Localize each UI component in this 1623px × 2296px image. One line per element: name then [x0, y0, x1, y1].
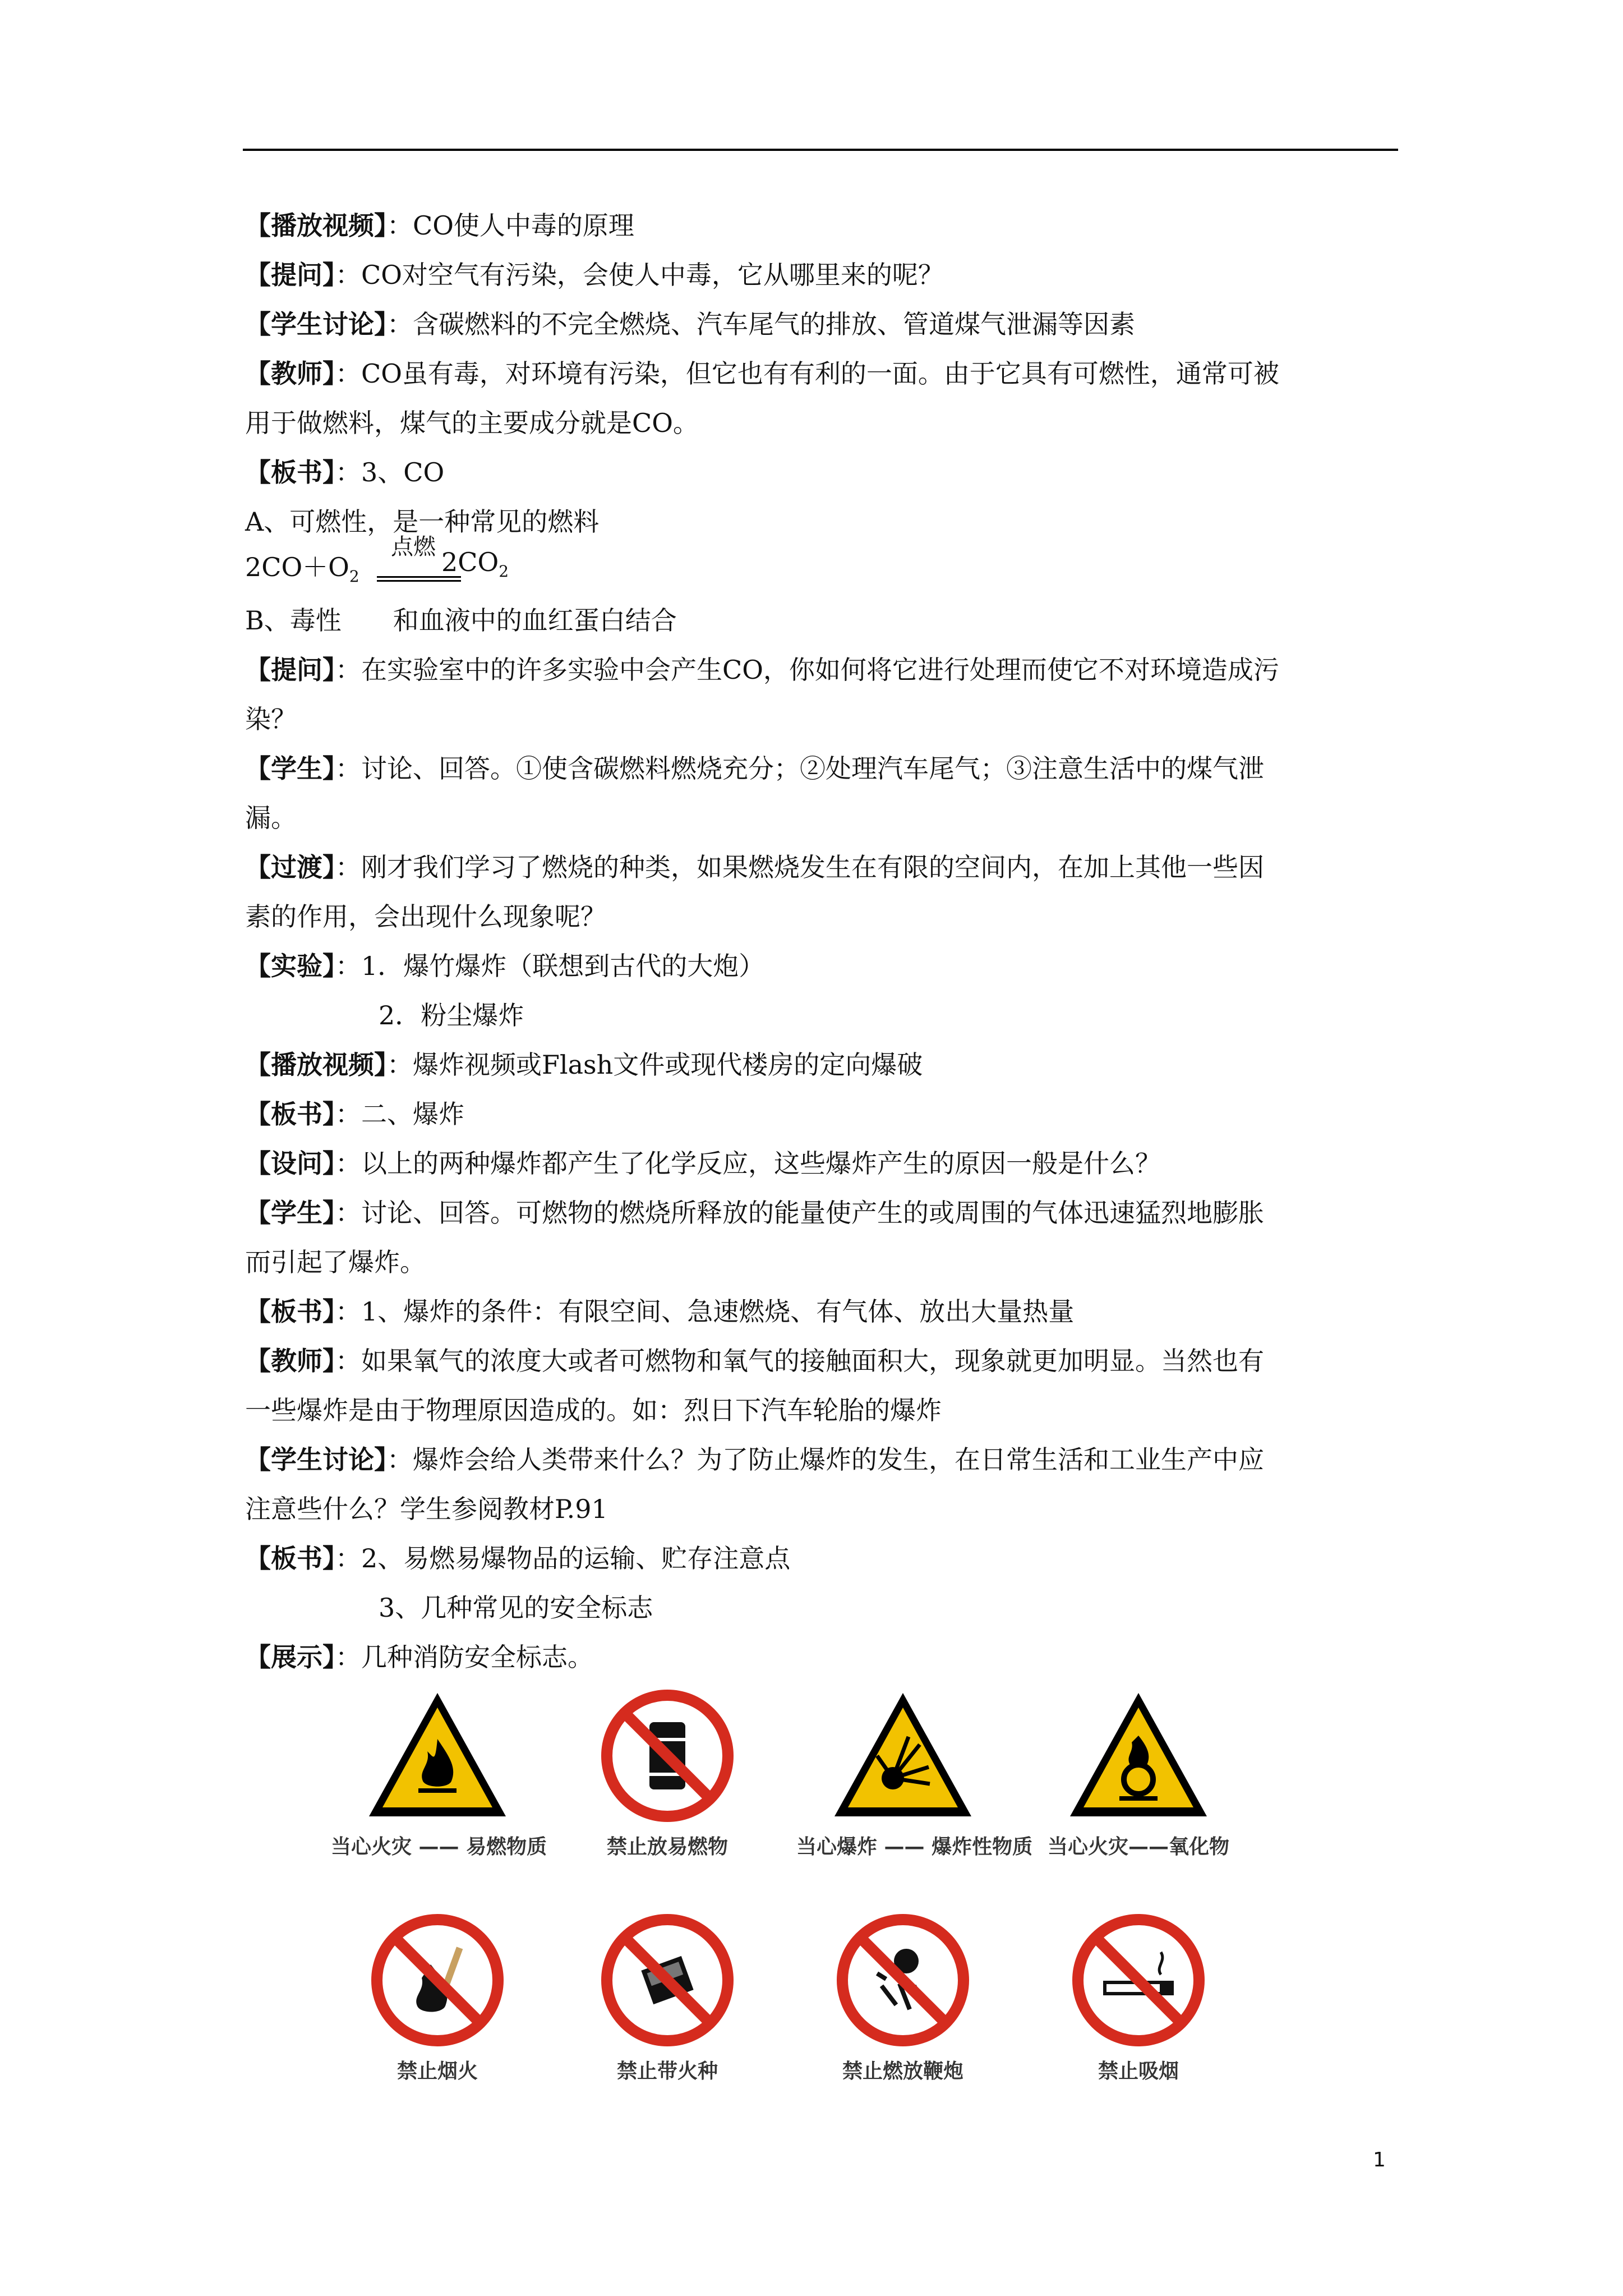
text-line: 而引起了爆炸。: [245, 1247, 426, 1277]
chemical-equation: [245, 534, 509, 586]
sign-no-smoking: [1032, 1913, 1245, 2084]
text-line: 【实验】：1．爆竹爆炸（联想到古代的大炮）: [245, 951, 765, 981]
sign-caption: 当心爆炸 —— 爆炸性物质: [796, 1835, 1033, 1858]
text-line: 漏。: [245, 803, 297, 833]
text-line: 【播放视频】：爆炸视频或Flash文件或现代楼房的定向爆破: [245, 1050, 923, 1080]
text-line: 【提问】：在实验室中的许多实验中会产生CO，你如何将它进行处理而使它不对环境造成污: [245, 655, 1279, 685]
text-line: 注意些什么？学生参阅教材P.91: [245, 1494, 608, 1524]
equation-right-subscript: 2: [499, 562, 509, 581]
text-line: 【学生】：讨论、回答。可燃物的燃烧所释放的能量使产生的或周围的气体迅速猛烈地膨胀: [245, 1198, 1264, 1228]
oxidizer-warning-icon: [1066, 1688, 1211, 1823]
no-flammables-icon: [594, 1688, 740, 1823]
text-line: 3、几种常见的安全标志: [379, 1593, 653, 1623]
sign-caption: 禁止放易燃物: [606, 1835, 728, 1858]
sign-caption: 禁止燃放鞭炮: [842, 2060, 963, 2083]
no-firecrackers-icon: [830, 1913, 976, 2047]
text-line: 【学生讨论】：爆炸会给人类带来什么？为了防止爆炸的发生，在日常生活和工业生产中应: [245, 1444, 1264, 1475]
text-line: 染？: [245, 704, 297, 734]
text-line: 素的作用，会出现什么现象呢？: [245, 901, 606, 932]
text-line: B、毒性 和血液中的血红蛋白结合: [245, 605, 677, 636]
text-line: 【板书】：二、爆炸: [245, 1099, 464, 1129]
text-line: 【板书】：1、爆炸的条件：有限空间、急速燃烧、有气体、放出大量热量: [245, 1296, 1075, 1327]
equation-condition: 点燃: [391, 534, 436, 560]
flammable-warning-icon: [365, 1688, 510, 1823]
sign-no-lighter: [561, 1913, 774, 2084]
text-line: 【过渡】：刚才我们学习了燃烧的种类，如果燃烧发生在有限的空间内，在加上其他一些因: [245, 852, 1264, 882]
text-line: 【板书】：3、CO: [245, 457, 445, 487]
sign-no-fire: [331, 1913, 544, 2084]
text-line: 一些爆炸是由于物理原因造成的。如：烈日下汽车轮胎的爆炸: [245, 1395, 942, 1425]
explosive-warning-icon: [830, 1688, 976, 1823]
sign-caption: 禁止烟火: [396, 2060, 478, 2083]
text-line: 【板书】：2、易燃易爆物品的运输、贮存注意点: [245, 1543, 791, 1573]
equation-left: 2CO＋O: [245, 552, 349, 582]
no-fire-icon: [365, 1913, 510, 2047]
text-line: 【教师】：CO虽有毒，对环境有污染，但它也有有利的一面。由于它具有可燃性，通常可被: [245, 358, 1279, 389]
text-line: A、可燃性，是一种常见的燃料: [245, 507, 600, 537]
equation-right: 2CO: [441, 547, 499, 577]
no-lighter-icon: [594, 1913, 740, 2047]
text-line: 【教师】：如果氧气的浓度大或者可燃物和氧气的接触面积大，现象就更加明显。当然也有: [245, 1346, 1264, 1376]
text-line: 【学生讨论】：含碳燃料的不完全燃烧、汽车尾气的排放、管道煤气泄漏等因素: [245, 309, 1135, 339]
header-rule: [243, 149, 1398, 151]
text-line: 【提问】：CO对空气有污染，会使人中毒，它从哪里来的呢？: [245, 260, 944, 290]
sign-no-flammables: [561, 1688, 774, 1860]
sign-caption: 禁止带火种: [616, 2060, 718, 2083]
text-line: 【学生】：讨论、回答。①使含碳燃料燃烧充分；②处理汽车尾气；③注意生活中的煤气泄: [245, 753, 1264, 784]
equation-left-subscript: 2: [349, 567, 359, 586]
sign-explosive-warning: [796, 1688, 1033, 1860]
sign-no-firecrackers: [796, 1913, 1009, 2084]
safety-signs-figure: [331, 1688, 1262, 2137]
equation-right-wrap: [441, 547, 509, 581]
text-line: 【播放视频】：CO使人中毒的原理: [245, 210, 634, 241]
sign-caption: 禁止吸烟: [1098, 2060, 1179, 2083]
sign-oxidizer-warning: [1032, 1688, 1245, 1860]
text-line: 用于做燃料，煤气的主要成分就是CO。: [245, 408, 699, 438]
sign-caption: 当心火灾——氧化物: [1047, 1835, 1229, 1858]
page-number: 1: [1373, 2148, 1386, 2171]
sign-flammable-warning: [331, 1688, 547, 1860]
text-line: 【设问】：以上的两种爆炸都产生了化学反应，这些爆炸产生的原因一般是什么？: [245, 1148, 1161, 1179]
text-line: 2．粉尘爆炸: [379, 1000, 524, 1030]
text-line: 【展示】：几种消防安全标志。: [245, 1642, 593, 1672]
no-smoking-icon: [1066, 1913, 1211, 2047]
sign-caption: 当心火灾 —— 易燃物质: [331, 1835, 547, 1858]
